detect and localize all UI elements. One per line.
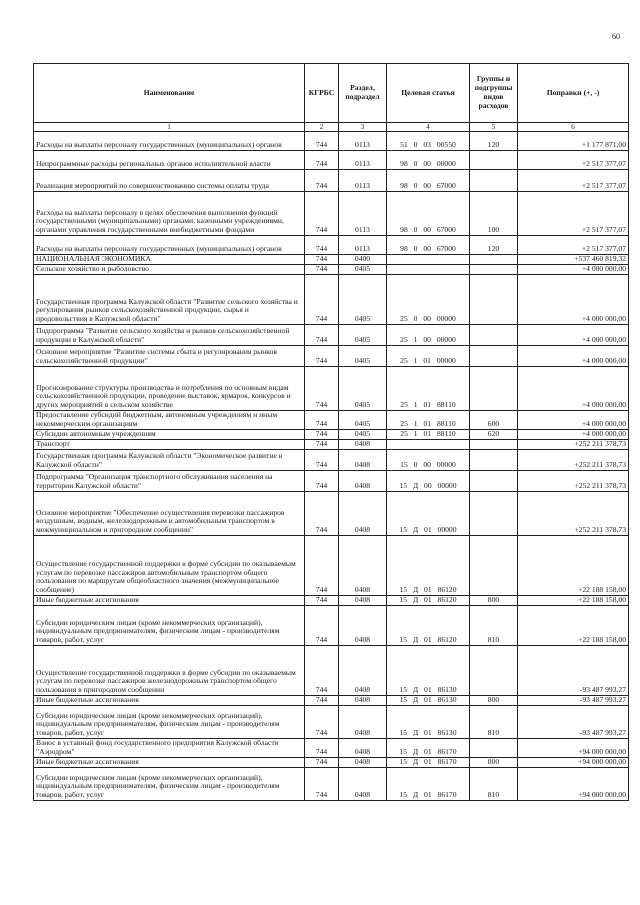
table-row [34,236,629,255]
row-name: Субсидии юридическим лицам (кроме некоммерческих организаций), индивидуальным предпринимателям, физическим лицам - производителям товаров, работ, услуг [34,606,305,646]
col-header-kgrbs: КГРБС [305,64,339,123]
row-target: 98 0 00 67000 [387,192,470,236]
row-kgrbs: 744 [305,492,339,536]
row-target: 25 1 01 00000 [387,346,470,367]
row-group [470,325,518,346]
row-target: 15 Д 01 86120 [387,596,470,606]
row-name: Осуществление государственной поддержки в форме субсидии по оказываемым услугам по перевозке пассажиров железнодорожным транспортом общего пользования в пригородном сообщении [34,646,305,696]
table-row [34,492,629,536]
row-group: 810 [470,768,518,801]
row-kgrbs: 744 [305,236,339,255]
budget-table [33,63,629,801]
row-kgrbs: 744 [305,440,339,450]
row-name: Предоставление субсидий бюджетным, автономным учреждениям и иным некоммерческим организациям [34,411,305,430]
row-section: 0408 [339,696,387,706]
row-target: 15 Д 01 86170 [387,768,470,801]
row-amount: +22 188 158,00 [518,596,629,606]
row-group [470,346,518,367]
row-name: Транспорт [34,440,305,450]
row-section: 0405 [339,346,387,367]
row-kgrbs: 744 [305,192,339,236]
row-amount: +2 517 377,07 [518,151,629,170]
row-amount: +94 000 000,00 [518,758,629,768]
row-kgrbs: 744 [305,739,339,758]
row-amount: +4 000 000,00 [518,367,629,411]
row-section: 0405 [339,411,387,430]
table-row [34,606,629,646]
row-target: 25 1 01 88110 [387,430,470,440]
row-kgrbs: 744 [305,471,339,492]
row-name: Государственная программа Калужской области "Экономическое развитие в Калужской области" [34,450,305,471]
row-group [470,536,518,596]
row-group [470,646,518,696]
row-amount: +252 211 378,73 [518,492,629,536]
row-target: 25 1 00 00000 [387,325,470,346]
row-target: 15 Д 01 86130 [387,706,470,739]
table-row [34,768,629,801]
row-amount: +4 000 000,00 [518,275,629,325]
row-group: 120 [470,132,518,151]
row-kgrbs: 744 [305,170,339,192]
row-section: 0408 [339,758,387,768]
row-name: Субсидии юридическим лицам (кроме некоммерческих организаций), индивидуальным предпринимателям, физическим лицам - производителям товаров, работ, услуг [34,768,305,801]
row-kgrbs: 744 [305,596,339,606]
col-header-target: Целевая статья [387,64,470,123]
row-name: Иные бюджетные ассигнования [34,758,305,768]
row-name: Основное мероприятие "Развитие системы сбыта и регулирования рынков сельскохозяйственной продукции" [34,346,305,367]
row-group [470,450,518,471]
table-row [34,346,629,367]
row-section: 0113 [339,132,387,151]
col-header-amendment: Поправки (+, -) [518,64,629,123]
row-name: Реализация мероприятий по совершенствованию системы оплаты труда [34,170,305,192]
row-amount: +2 517 377,07 [518,170,629,192]
col-number: 5 [470,123,518,132]
table-row [34,696,629,706]
row-target: 98 0 00 67000 [387,236,470,255]
row-group [470,151,518,170]
col-header-group: Группы и подгруппы видов расходов [470,64,518,123]
row-amount: +4 000 000,00 [518,430,629,440]
row-amount: -93 487 993,27 [518,646,629,696]
row-amount: +94 000 000,00 [518,768,629,801]
row-target: 15 Д 01 86130 [387,646,470,696]
row-section: 0405 [339,367,387,411]
table-row [34,255,629,265]
row-amount: +2 517 377,07 [518,192,629,236]
row-target [387,265,470,275]
row-amount: +4 000 000,00 [518,346,629,367]
row-amount: +4 000 000,00 [518,265,629,275]
row-target: 51 0 03 00550 [387,132,470,151]
row-section: 0405 [339,430,387,440]
col-number: 4 [387,123,470,132]
page-number: 60 [612,32,620,41]
row-group [470,471,518,492]
row-name: Иные бюджетные ассигнования [34,596,305,606]
table-row [34,739,629,758]
row-group: 800 [470,758,518,768]
row-amount: +252 211 378,73 [518,471,629,492]
row-section: 0408 [339,536,387,596]
row-section: 0408 [339,596,387,606]
table-row [34,367,629,411]
row-group: 120 [470,236,518,255]
row-group: 800 [470,596,518,606]
row-name: Субсидии автономным учреждениям [34,430,305,440]
row-target [387,440,470,450]
row-name: Субсидии юридическим лицам (кроме некоммерческих организаций), индивидуальным предпринимателям, физическим лицам - производителям товаров, работ, услуг [34,706,305,739]
row-name: Расходы на выплаты персоналу в целях обеспечения выполнения функций государственными (муниципальными) органами, казенными учреждениями, органами управления государственными внебюджетными фондами [34,192,305,236]
row-target: 15 Д 01 86120 [387,536,470,596]
row-kgrbs: 744 [305,265,339,275]
row-group [470,265,518,275]
row-target: 15 Д 01 86170 [387,739,470,758]
row-section: 0113 [339,236,387,255]
row-group: 620 [470,430,518,440]
table-row [34,706,629,739]
table-row [34,440,629,450]
row-name: Сельское хозяйство и рыболовство [34,265,305,275]
row-section: 0113 [339,170,387,192]
row-name: Подпрограмма "Организация транспортного обслуживания населения на территории Калужской области" [34,471,305,492]
row-name: Взнос в уставный фонд государственного предприятия Калужской области "Аэродром" [34,739,305,758]
table-row [34,471,629,492]
table-row [34,192,629,236]
row-kgrbs: 744 [305,450,339,471]
table-row [34,325,629,346]
row-group [470,492,518,536]
row-name: Осуществление государственной поддержки в форме субсидии по оказываемым услугам по перевозке пассажиров автомобильным транспортом общего пользования по маршрутам общеобластного значения (межмуниципальное сообщение) [34,536,305,596]
row-name: НАЦИОНАЛЬНАЯ ЭКОНОМИКА [34,255,305,265]
table-row [34,758,629,768]
row-kgrbs: 744 [305,536,339,596]
row-name: Непрограммные расходы региональных органов исполнительной власти [34,151,305,170]
row-kgrbs: 744 [305,696,339,706]
table-row [34,170,629,192]
row-kgrbs: 744 [305,430,339,440]
row-kgrbs: 744 [305,411,339,430]
row-name: Прогнозирование структуры производства и потребления по основным видам сельскохозяйственной продукции, проведение выставок, ярмарок, конкурсов и других мероприятий в сельском хозяйстве [34,367,305,411]
row-target: 25 1 01 88110 [387,367,470,411]
row-name: Расходы на выплаты персоналу государственных (муниципальных) органов [34,236,305,255]
row-section: 0408 [339,646,387,696]
table-row [34,536,629,596]
row-kgrbs: 744 [305,367,339,411]
row-section: 0405 [339,265,387,275]
table-row [34,596,629,606]
row-target [387,255,470,265]
row-name: Основное мероприятие "Обеспечение осуществления перевозки пассажиров воздушным, водным, железнодорожным и автомобильным транспортом в межмуниципальном и пригородном сообщении" [34,492,305,536]
table-row [34,450,629,471]
row-group [470,440,518,450]
table-row [34,430,629,440]
table-row [34,646,629,696]
row-name: Подпрограмма "Развитие сельского хозяйства и рынков сельскохозяйственной продукции в Калужской области" [34,325,305,346]
row-section: 0405 [339,275,387,325]
row-section: 0400 [339,255,387,265]
table-row [34,275,629,325]
col-number: 1 [34,123,305,132]
row-section: 0408 [339,471,387,492]
row-kgrbs: 744 [305,758,339,768]
row-group [470,170,518,192]
row-name: Иные бюджетные ассигнования [34,696,305,706]
row-amount: +252 211 378,73 [518,440,629,450]
table-row [34,151,629,170]
row-kgrbs: 744 [305,646,339,696]
row-kgrbs: 744 [305,325,339,346]
row-amount: +537 460 819,32 [518,255,629,265]
row-group [470,367,518,411]
table-row [34,265,629,275]
row-amount: +4 000 000,00 [518,411,629,430]
row-amount: +252 211 378,73 [518,450,629,471]
row-group [470,739,518,758]
row-amount: +1 177 871,00 [518,132,629,151]
row-kgrbs: 744 [305,275,339,325]
row-name: Государственная программа Калужской области "Развитие сельского хозяйства и регулирования рынков сельскохозяйственной продукции, сырья и продовольствия в Калужской области" [34,275,305,325]
row-kgrbs: 744 [305,255,339,265]
row-amount: +94 000 000,00 [518,739,629,758]
col-number: 3 [339,123,387,132]
col-number: 6 [518,123,629,132]
row-target: 15 Д 01 00000 [387,492,470,536]
row-group: 100 [470,192,518,236]
row-target: 98 0 00 00000 [387,151,470,170]
row-target: 15 Д 01 86120 [387,606,470,646]
row-group [470,275,518,325]
row-section: 0408 [339,440,387,450]
row-group: 600 [470,411,518,430]
row-amount: -93 487 993,27 [518,706,629,739]
row-section: 0408 [339,739,387,758]
row-amount: -93 487 993,27 [518,696,629,706]
row-kgrbs: 744 [305,768,339,801]
table-row [34,132,629,151]
row-group: 810 [470,706,518,739]
row-name: Расходы на выплаты персоналу государственных (муниципальных) органов [34,132,305,151]
row-target: 25 1 01 88110 [387,411,470,430]
row-section: 0408 [339,492,387,536]
row-group: 800 [470,696,518,706]
row-target: 25 0 00 00000 [387,275,470,325]
row-section: 0408 [339,706,387,739]
col-number: 2 [305,123,339,132]
row-section: 0113 [339,192,387,236]
row-group: 810 [470,606,518,646]
row-section: 0408 [339,450,387,471]
row-target: 98 0 00 67000 [387,170,470,192]
col-header-name: Наименование [34,64,305,123]
row-kgrbs: 744 [305,706,339,739]
row-target: 15 Д 00 00000 [387,471,470,492]
row-amount: +22 188 158,00 [518,536,629,596]
row-kgrbs: 744 [305,132,339,151]
row-amount: +22 188 158,00 [518,606,629,646]
row-kgrbs: 744 [305,346,339,367]
table-body [34,132,629,801]
row-target: 15 Д 01 86170 [387,758,470,768]
row-amount: +4 000 000,00 [518,325,629,346]
row-target: 15 0 00 00000 [387,450,470,471]
row-target: 15 Д 01 86130 [387,696,470,706]
row-kgrbs: 744 [305,606,339,646]
row-kgrbs: 744 [305,151,339,170]
table-row [34,411,629,430]
col-header-section: Раздел, подраздел [339,64,387,123]
row-section: 0408 [339,768,387,801]
row-group [470,255,518,265]
row-section: 0113 [339,151,387,170]
row-section: 0408 [339,606,387,646]
row-amount: +2 517 377,07 [518,236,629,255]
row-section: 0405 [339,325,387,346]
